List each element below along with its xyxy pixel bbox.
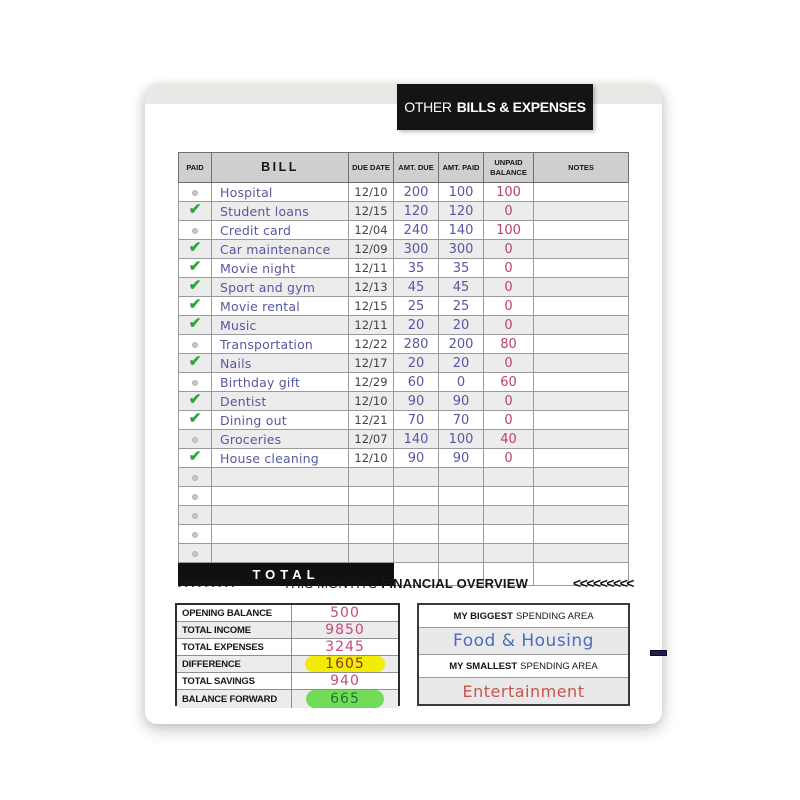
paid-cell	[179, 449, 212, 468]
paid-cell	[179, 430, 212, 449]
due-date	[349, 506, 394, 525]
bill-row	[179, 259, 629, 278]
amount-paid: 100	[439, 183, 484, 202]
summary-label: BALANCE FORWARD	[177, 690, 292, 708]
bill-name: Birthday gift	[212, 373, 349, 392]
due-date	[349, 468, 394, 487]
notes-cell	[534, 544, 629, 563]
biggest-spending-value-row	[419, 627, 628, 655]
unpaid-balance: 0	[484, 316, 534, 335]
notes-cell	[534, 354, 629, 373]
notes-cell	[534, 221, 629, 240]
paid-cell	[179, 335, 212, 354]
summary-value-highlighted: 1605	[305, 656, 385, 672]
notes-cell	[534, 316, 629, 335]
unpaid-dot-icon	[192, 494, 198, 500]
biggest-spending-label	[419, 605, 628, 627]
smallest-spending-value-row	[419, 677, 628, 704]
due-date: 12/07	[349, 430, 394, 449]
due-date: 12/15	[349, 297, 394, 316]
planner-page	[145, 84, 662, 724]
summary-label: OPENING BALANCE	[177, 605, 292, 621]
bill-row	[179, 183, 629, 202]
unpaid-balance: 0	[484, 297, 534, 316]
smallest-spending-label-bold: MY SMALLEST	[449, 660, 518, 672]
paid-check-icon: ✔	[188, 410, 202, 427]
paid-check-icon: ✔	[188, 258, 202, 275]
bill-name: House cleaning	[212, 449, 349, 468]
smallest-spending-value: Entertainment	[462, 681, 585, 701]
amount-due: 90	[394, 449, 439, 468]
bill-name: Sport and gym	[212, 278, 349, 297]
arrows-left-icon: <<<<<<<<<	[572, 575, 633, 591]
due-date: 12/21	[349, 411, 394, 430]
notes-cell	[534, 183, 629, 202]
summary-label: TOTAL INCOME	[177, 622, 292, 638]
summary-value: 500	[330, 605, 360, 621]
notes-cell	[534, 449, 629, 468]
amount-paid: 0	[439, 373, 484, 392]
unpaid-balance	[484, 525, 534, 544]
summary-label: DIFFERENCE	[177, 656, 292, 672]
page-edge-pen-mark	[650, 650, 667, 656]
empty-bill-row	[179, 487, 629, 506]
paid-cell	[179, 297, 212, 316]
unpaid-balance: 100	[484, 183, 534, 202]
unpaid-balance: 0	[484, 354, 534, 373]
unpaid-dot-icon	[192, 228, 198, 234]
paid-check-icon: ✔	[188, 296, 202, 313]
due-date: 12/11	[349, 316, 394, 335]
bill-name: Student loans	[212, 202, 349, 221]
amount-due: 280	[394, 335, 439, 354]
biggest-spending-value: Food & Housing	[453, 631, 594, 651]
bill-row	[179, 430, 629, 449]
bill-name: Dentist	[212, 392, 349, 411]
paid-cell	[179, 411, 212, 430]
header-notes: NOTES	[534, 153, 629, 183]
notes-cell	[534, 411, 629, 430]
paid-check-icon: ✔	[188, 391, 202, 408]
bill-name: Music	[212, 316, 349, 335]
amount-paid: 25	[439, 297, 484, 316]
header-bill: BILL	[212, 153, 349, 183]
due-date: 12/10	[349, 449, 394, 468]
due-date	[349, 525, 394, 544]
bill-row	[179, 316, 629, 335]
overview-title	[283, 576, 528, 591]
summary-row	[177, 622, 398, 639]
summary-value-highlighted: 665	[306, 690, 384, 708]
notes-cell	[534, 525, 629, 544]
unpaid-balance: 0	[484, 278, 534, 297]
amount-due: 240	[394, 221, 439, 240]
paid-cell	[179, 259, 212, 278]
amount-paid: 45	[439, 278, 484, 297]
notes-cell	[534, 430, 629, 449]
due-date: 12/09	[349, 240, 394, 259]
amount-due: 120	[394, 202, 439, 221]
amount-paid	[439, 468, 484, 487]
biggest-spending-label-bold: MY BIGGEST	[453, 610, 513, 622]
notes-cell	[534, 278, 629, 297]
paid-cell	[179, 487, 212, 506]
amount-paid: 200	[439, 335, 484, 354]
due-date	[349, 544, 394, 563]
unpaid-balance: 0	[484, 202, 534, 221]
summary-table	[175, 603, 400, 706]
empty-bill-row	[179, 506, 629, 525]
summary-row	[177, 673, 398, 690]
amount-due	[394, 544, 439, 563]
paid-cell	[179, 525, 212, 544]
summary-value-cell	[292, 673, 398, 689]
unpaid-balance: 0	[484, 449, 534, 468]
financial-overview-header	[178, 574, 633, 592]
bill-row	[179, 221, 629, 240]
notes-cell	[534, 506, 629, 525]
paid-cell	[179, 468, 212, 487]
amount-paid: 120	[439, 202, 484, 221]
bill-name: Dining out	[212, 411, 349, 430]
overview-title-bold: FINANCIAL OVERVIEW	[381, 575, 529, 591]
header-unpaid-balance: UNPAID BALANCE	[484, 153, 534, 183]
page-title-banner	[397, 84, 593, 130]
paid-cell	[179, 202, 212, 221]
summary-row	[177, 656, 398, 673]
bill-row	[179, 278, 629, 297]
amount-paid: 20	[439, 316, 484, 335]
amount-due: 60	[394, 373, 439, 392]
due-date: 12/17	[349, 354, 394, 373]
notes-cell	[534, 297, 629, 316]
due-date: 12/10	[349, 392, 394, 411]
amount-due: 25	[394, 297, 439, 316]
unpaid-balance	[484, 487, 534, 506]
bill-row	[179, 202, 629, 221]
arrows-right-icon: >>>>>>>>>	[178, 575, 239, 591]
summary-label: TOTAL EXPENSES	[177, 639, 292, 655]
amount-due: 35	[394, 259, 439, 278]
unpaid-balance: 0	[484, 392, 534, 411]
paid-cell	[179, 221, 212, 240]
bill-name: Movie night	[212, 259, 349, 278]
unpaid-dot-icon	[192, 437, 198, 443]
summary-value-cell	[292, 622, 398, 638]
unpaid-dot-icon	[192, 532, 198, 538]
paid-cell	[179, 354, 212, 373]
due-date: 12/10	[349, 183, 394, 202]
paid-check-icon: ✔	[188, 239, 202, 256]
due-date: 12/22	[349, 335, 394, 354]
bill-row	[179, 335, 629, 354]
unpaid-balance	[484, 544, 534, 563]
bill-row	[179, 392, 629, 411]
summary-value-cell	[292, 605, 398, 621]
amount-due: 140	[394, 430, 439, 449]
smallest-spending-label-rest: SPENDING AREA	[520, 660, 598, 672]
unpaid-dot-icon	[192, 190, 198, 196]
summary-value-cell	[292, 656, 398, 672]
amount-due: 45	[394, 278, 439, 297]
amount-paid: 300	[439, 240, 484, 259]
amount-due: 70	[394, 411, 439, 430]
summary-row	[177, 690, 398, 708]
amount-paid: 90	[439, 392, 484, 411]
banner-prefix: OTHER	[404, 99, 452, 115]
amount-paid: 35	[439, 259, 484, 278]
summary-value: 9850	[325, 622, 365, 638]
bill-row	[179, 354, 629, 373]
bill-name: Car maintenance	[212, 240, 349, 259]
amount-due: 20	[394, 316, 439, 335]
unpaid-dot-icon	[192, 380, 198, 386]
amount-due: 200	[394, 183, 439, 202]
due-date: 12/04	[349, 221, 394, 240]
amount-paid	[439, 544, 484, 563]
summary-value-cell	[292, 690, 398, 708]
amount-paid	[439, 487, 484, 506]
summary-value: 940	[330, 673, 360, 689]
paid-check-icon: ✔	[188, 277, 202, 294]
notes-cell	[534, 202, 629, 221]
bill-row	[179, 240, 629, 259]
notes-cell	[534, 335, 629, 354]
paid-cell	[179, 373, 212, 392]
unpaid-balance: 60	[484, 373, 534, 392]
header-amt-due: AMT. DUE	[394, 153, 439, 183]
bill-row	[179, 411, 629, 430]
bill-name: Movie rental	[212, 297, 349, 316]
header-due-date: DUE DATE	[349, 153, 394, 183]
paid-cell	[179, 506, 212, 525]
unpaid-balance: 80	[484, 335, 534, 354]
bill-name	[212, 468, 349, 487]
paid-check-icon: ✔	[188, 315, 202, 332]
bills-header-row	[179, 153, 629, 183]
bill-name: Nails	[212, 354, 349, 373]
due-date: 12/13	[349, 278, 394, 297]
amount-due: 20	[394, 354, 439, 373]
bill-name: Transportation	[212, 335, 349, 354]
header-paid: PAID	[179, 153, 212, 183]
notes-cell	[534, 468, 629, 487]
bill-row	[179, 449, 629, 468]
amount-paid	[439, 506, 484, 525]
unpaid-dot-icon	[192, 513, 198, 519]
amount-paid: 20	[439, 354, 484, 373]
unpaid-balance	[484, 506, 534, 525]
paid-check-icon: ✔	[188, 353, 202, 370]
paid-check-icon: ✔	[188, 448, 202, 465]
bill-name	[212, 487, 349, 506]
amount-due	[394, 487, 439, 506]
paid-cell	[179, 544, 212, 563]
paid-cell	[179, 278, 212, 297]
amount-paid: 140	[439, 221, 484, 240]
unpaid-balance: 0	[484, 240, 534, 259]
amount-paid	[439, 525, 484, 544]
header-amt-paid: AMT. PAID	[439, 153, 484, 183]
unpaid-dot-icon	[192, 342, 198, 348]
notes-cell	[534, 392, 629, 411]
paid-cell	[179, 240, 212, 259]
due-date: 12/15	[349, 202, 394, 221]
paid-cell	[179, 316, 212, 335]
unpaid-dot-icon	[192, 475, 198, 481]
bill-row	[179, 297, 629, 316]
unpaid-balance: 0	[484, 259, 534, 278]
notes-cell	[534, 240, 629, 259]
summary-row	[177, 639, 398, 656]
unpaid-balance	[484, 468, 534, 487]
amount-paid: 100	[439, 430, 484, 449]
empty-bill-row	[179, 544, 629, 563]
amount-due	[394, 525, 439, 544]
bill-name: Credit card	[212, 221, 349, 240]
summary-value-cell	[292, 639, 398, 655]
paid-check-icon: ✔	[188, 201, 202, 218]
notes-cell	[534, 259, 629, 278]
bill-name: Hospital	[212, 183, 349, 202]
biggest-spending-label-rest: SPENDING AREA	[515, 610, 594, 622]
smallest-spending-label	[419, 655, 628, 677]
paid-cell	[179, 392, 212, 411]
bill-name	[212, 506, 349, 525]
empty-bill-row	[179, 468, 629, 487]
due-date	[349, 487, 394, 506]
empty-bill-row	[179, 525, 629, 544]
due-date: 12/11	[349, 259, 394, 278]
bill-name	[212, 525, 349, 544]
bill-name: Groceries	[212, 430, 349, 449]
summary-label: TOTAL SAVINGS	[177, 673, 292, 689]
amount-due: 300	[394, 240, 439, 259]
banner-title: BILLS & EXPENSES	[456, 99, 586, 115]
amount-due	[394, 468, 439, 487]
amount-paid: 70	[439, 411, 484, 430]
amount-due: 90	[394, 392, 439, 411]
bill-row	[179, 373, 629, 392]
overview-title-regular: THIS MONTH'S	[282, 575, 378, 591]
unpaid-balance: 40	[484, 430, 534, 449]
paid-cell	[179, 183, 212, 202]
summary-value: 3245	[325, 639, 365, 655]
amount-due	[394, 506, 439, 525]
unpaid-dot-icon	[192, 551, 198, 557]
due-date: 12/29	[349, 373, 394, 392]
spending-areas-box	[417, 603, 630, 706]
amount-paid: 90	[439, 449, 484, 468]
notes-cell	[534, 487, 629, 506]
summary-row	[177, 605, 398, 622]
notes-cell	[534, 373, 629, 392]
bill-name	[212, 544, 349, 563]
unpaid-balance: 100	[484, 221, 534, 240]
total-label: TOTAL	[179, 563, 394, 586]
bills-table	[178, 152, 629, 586]
unpaid-balance: 0	[484, 411, 534, 430]
